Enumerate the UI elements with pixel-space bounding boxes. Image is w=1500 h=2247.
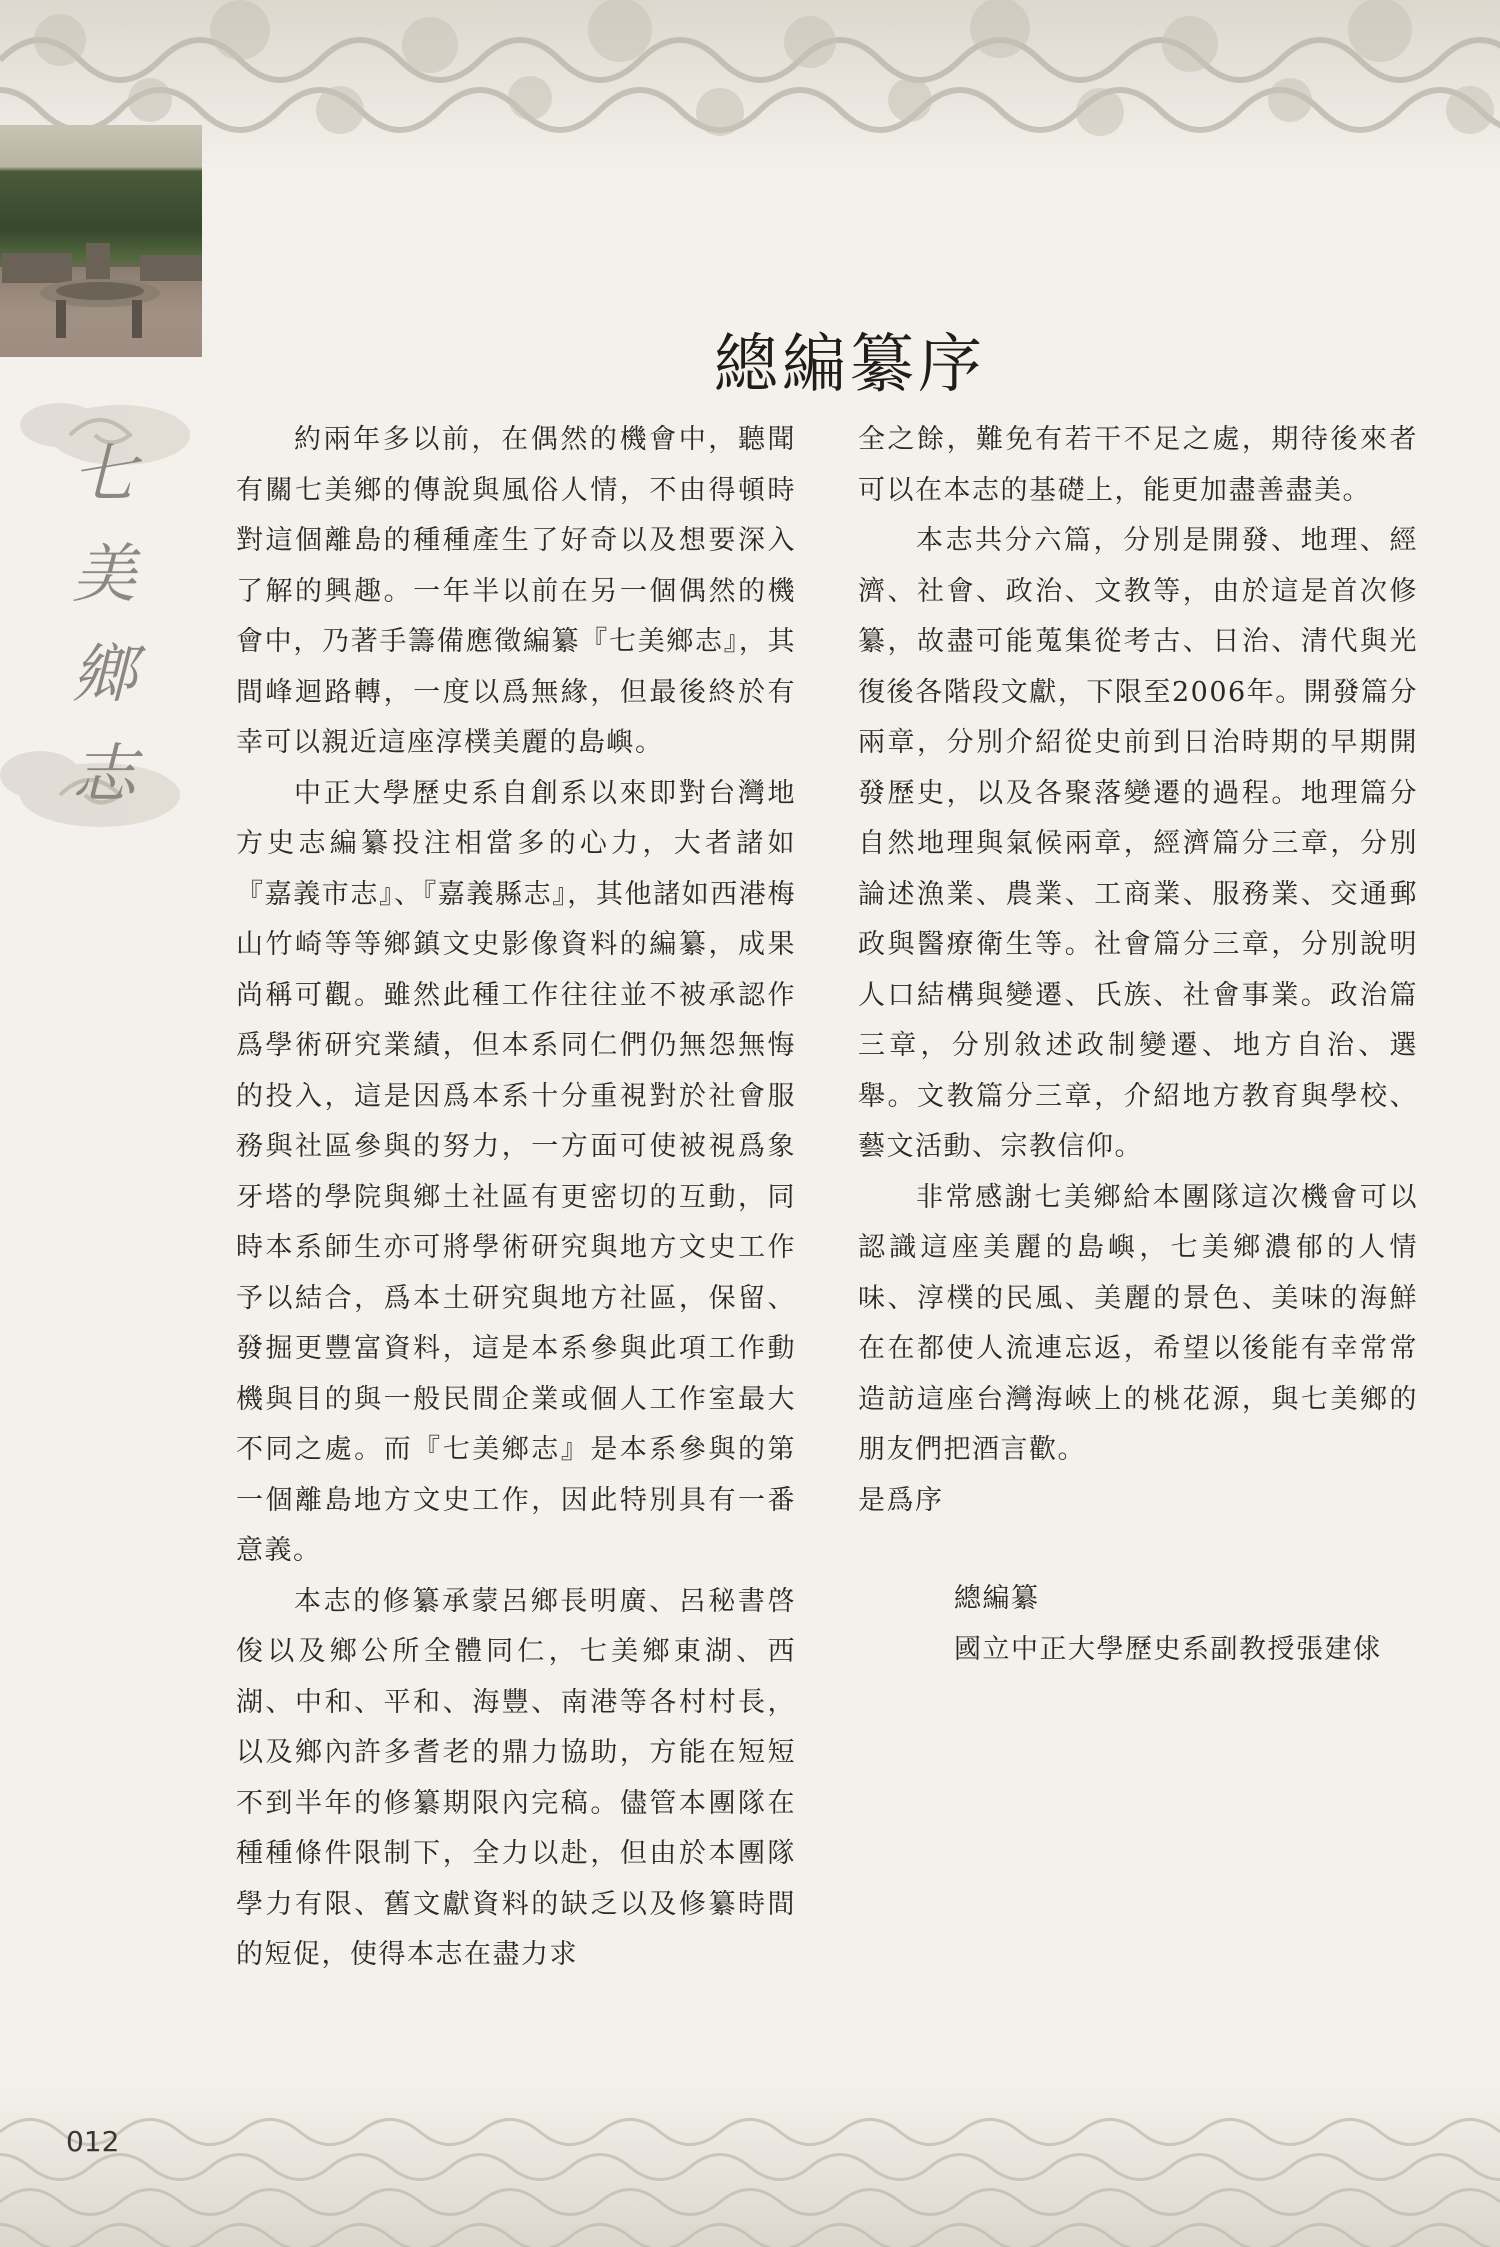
side-title-char-4: 志 xyxy=(72,738,136,812)
paragraph: 本志的修纂承蒙呂鄉長明廣、呂秘書啓俊以及鄉公所全體同仁，七美鄉東湖、西湖、中和、平和、海豐、南港等各村村長，以及鄉內許多耆老的鼎力協助，方能在短短不到半年的修纂期限內完稿。儘管本團隊在種種條件限制下，全力以赴，但由於本團隊學力有限、舊文獻資料的缺乏以及修纂時間的短促，使得本志在盡力求 xyxy=(236,1585,796,1970)
signature-role: 總編纂 xyxy=(954,1583,1040,1614)
paragraph: 非常感謝七美鄉給本團隊這次機會可以認識這座美麗的島嶼，七美鄉濃郁的人情味、淳樸的民風、美麗的景色、美味的海鮮在在都使人流連忘返，希望以後能有幸常常造訪這座台灣海峽上的桃花源，與七美鄉的朋友們把酒言歡。 xyxy=(858,1181,1418,1465)
paragraph: 本志共分六篇，分別是開發、地理、經濟、社會、政治、文教等，由於這是首次修纂，故盡可能蒐集從考古、日治、清代與光復後各階段文獻，下限至2006年。開發篇分兩章，分別介紹從史前到日治時期的早期開發歷史，以及各聚落變遷的過程。地理篇分自然地理與氣候兩章，經濟篇分三章，分別論述漁業、農業、工商業、服務業、交通郵政與醫療衛生等。社會篇分三章，分別說明人口結構與變遷、氏族、社會事業。政治篇三章，分別敘述政制變遷、地方自治、選舉。文教篇分三章，介紹地方教育與學校、藝文活動、宗教信仰。 xyxy=(858,525,1418,1162)
landscape-photo xyxy=(0,125,202,357)
closing-line: 是爲序 xyxy=(858,1484,944,1516)
side-title-char-2: 美 xyxy=(72,538,136,612)
page-title: 總編纂序 xyxy=(714,327,986,402)
paragraph: 中正大學歷史系自創系以來即對台灣地方史志編纂投注相當多的心力，大者諸如『嘉義市志』、『嘉義縣志』，其他諸如西港梅山竹崎等等鄉鎮文史影像資料的編纂，成果尚稱可觀。雖然此種工作往往並不被承認作爲學術研究業績，但本系同仁們仍無怨無悔的投入，這是因爲本系十分重視對於社會服務與社區參與的努力，一方面可使被視爲象牙塔的學院與鄉土社區有更密切的互動，同時本系師生亦可將學術研究與地方文史工作予以結合，爲本土研究與地方社區，保留、發掘更豐富資料，這是本系參與此項工作動機與目的與一般民間企業或個人工作室最大不同之處。而『七美鄉志』是本系參與的第一個離島地方文史工作，因此特別具有一番意義。 xyxy=(236,777,796,1566)
top-cloud-border xyxy=(0,0,1500,175)
side-title xyxy=(0,395,210,875)
bottom-wave-border xyxy=(0,2082,1500,2247)
side-title-char-1: 七 xyxy=(72,438,136,512)
side-title-char-3: 鄉 xyxy=(72,638,136,712)
signature-name: 國立中正大學歷史系副教授張建俅 xyxy=(954,1633,1382,1665)
page-number: 012 xyxy=(66,2125,120,2158)
text-column-right xyxy=(858,415,1418,1675)
text-column-left xyxy=(236,415,796,1981)
paragraph: 約兩年多以前，在偶然的機會中，聽聞有關七美鄉的傳說與風俗人情，不由得頓時對這個離島的種種產生了好奇以及想要深入了解的興趣。一年半以前在另一個偶然的機會中，乃著手籌備應徵編纂『七美鄉志』，其間峰迴路轉，一度以爲無緣，但最後終於有幸可以親近這座淳樸美麗的島嶼。 xyxy=(236,424,796,758)
paragraph-continued: 全之餘，難免有若干不足之處，期待後來者可以在本志的基礎上，能更加盡善盡美。 xyxy=(858,424,1418,506)
